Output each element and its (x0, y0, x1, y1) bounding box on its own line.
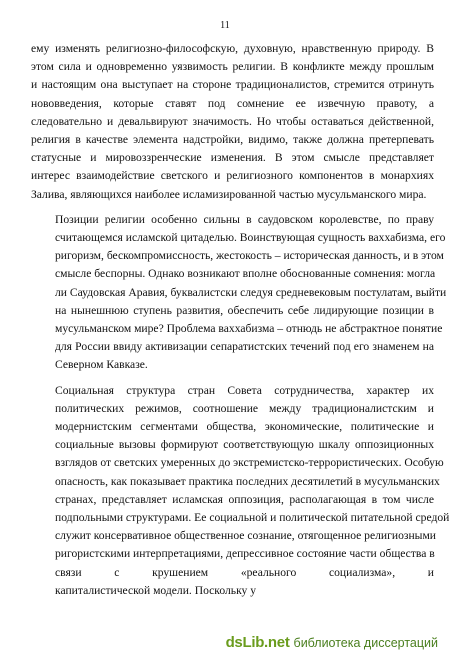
text-line: политических режимов, соотношение между традиционалистским и (55, 401, 434, 415)
text-line: Позиции религии особенно сильны в саудовском королевстве, по праву (55, 212, 434, 226)
watermark-logo: dsLib.net (225, 634, 290, 651)
paragraph (31, 211, 447, 375)
text-line: подпольными структурами. Ее социальной и политической питательной средой (55, 511, 450, 525)
watermark[interactable] (222, 632, 444, 653)
text-line: Залива, являющихся наиболее исламизированной частью мусульманского мира. (31, 187, 427, 201)
text-line: ли Саудовская Аравия, буквалистски следуя средневековым постулатам, выйти (55, 285, 447, 299)
paragraph (31, 40, 434, 204)
text-line: Северном Кавказе. (55, 358, 148, 372)
text-line: ему изменять религиозно-философскую, духовную, нравственную природу. В (31, 42, 434, 55)
watermark-tagline: библиотека диссертаций (293, 635, 438, 650)
text-line: связи с крушением «реального социализма», и (55, 565, 434, 579)
text-line: модернистским сегментами общества, экономические, политические и (55, 420, 434, 434)
text-line: следовательно и девальвируют значимость. Но чтобы оставаться действенной, (31, 114, 434, 128)
text-line: и настоящим она выступает на стороне традиционалистов, стремится отринуть (31, 78, 434, 92)
text-line: социальные вызовы формируют соответствующую шкалу оппозиционных (55, 438, 434, 452)
text-line: служит консервативное общественное сознание, отягощенное религиозными (55, 529, 436, 543)
page-number: 11 (220, 20, 230, 31)
text-line: мусульманском мире? Проблема ваххабизма – отнюдь не абстрактное понятие (55, 322, 443, 336)
text-line: считающемся исламской цитаделью. Воинствующая сущность ваххабизма, его (55, 231, 446, 245)
text-line: на нынешнюю ступень развития, обеспечить себе лидирующие позиции в (55, 303, 434, 317)
text-line: взглядов от светских умеренных до экстремистско-террористических. Особую (55, 456, 444, 470)
text-line: статусные и мировоззренческие изменения. В этом смысле представляет (31, 151, 434, 165)
text-line: нововведения, которые ставят под сомнение ее извечную правоту, а (31, 96, 434, 110)
text-line: смысле беспорны. Однако возникают вполне обоснованные сомнения: могла (55, 267, 436, 281)
text-line: ригоризм, бескомпромиссность, жестокость – историческая данность, и в этом (55, 249, 444, 263)
text-line: ригористскими интерпретациями, депрессивное состояние части общества в (55, 547, 435, 561)
text-line: капиталистической модели. Поскольку у (55, 583, 257, 597)
text-line: для России ввиду активизации сепаратистских течений под его знаменем на (55, 340, 434, 354)
text-line: Социальная структура стран Совета сотрудничества, характер их (55, 383, 434, 397)
text-line: интерес взаимодействие светского и религиозного компонентов в монархиях (31, 169, 434, 183)
text-line: странах, представляет исламская оппозиция, располагающая в том числе (55, 492, 434, 506)
paragraph (31, 382, 450, 600)
text-line: опасность, как показывает практика последних десятилетий в мусульманских (55, 474, 440, 488)
text-line: этом сила и одновременно уязвимость религии. В конфликте между прошлым (31, 60, 434, 74)
text-line: религия в качестве элемента надстройки, видимо, также должна претерпевать (31, 133, 434, 147)
body-text (31, 40, 450, 600)
